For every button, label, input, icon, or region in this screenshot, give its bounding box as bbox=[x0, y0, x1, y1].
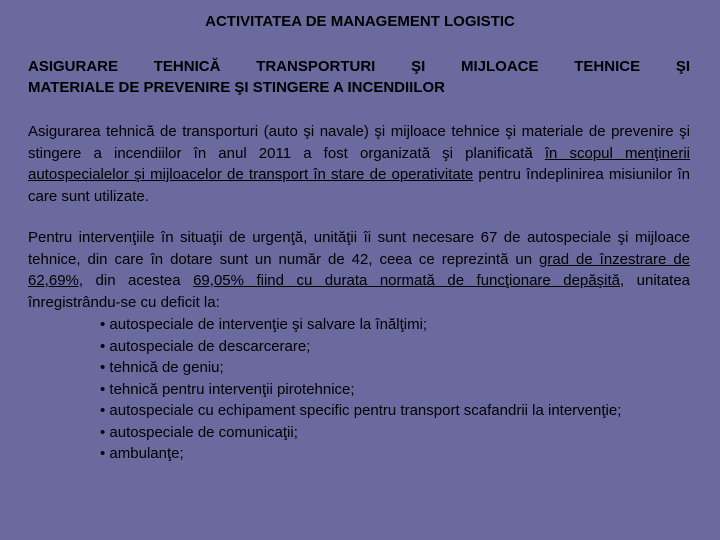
paragraph-2-underlined-1: grad de înzestrare de 62,69%, bbox=[28, 250, 691, 289]
slide-title: ACTIVITATEA DE MANAGEMENT LOGISTIC bbox=[205, 13, 515, 30]
paragraph-2-underlined-2: 69,05% fiind cu durata normată de funcţionare depăşită bbox=[193, 272, 620, 289]
section-heading bbox=[28, 56, 690, 98]
deficit-list bbox=[100, 314, 690, 465]
section-heading-line-1: ASIGURARE TEHNICĂ TRANSPORTURI ŞI MIJLOACE TEHNICE ŞI bbox=[28, 58, 690, 75]
paragraph-2-tail: , unitatea înregistrându-se cu deficit la: bbox=[28, 272, 691, 311]
list-item: • autospeciale de comunicaţii; bbox=[100, 423, 298, 441]
list-item: • autospeciale de descarcerare; bbox=[100, 337, 311, 355]
paragraph-1-text: Asigurarea tehnică de transporturi (auto şi navale) şi mijloace tehnice şi materiale de prevenire şi stingere a incendiilor în anul 2011 a fost organizată şi planificată bbox=[28, 123, 690, 162]
section-heading-line-2: MATERIALE DE PREVENIRE ŞI STINGERE A INCENDIILOR bbox=[28, 79, 445, 96]
paragraph-2-text: Pentru intervenţiile în situaţii de urgenţă, unităţii îi sunt necesare 67 de autospeciale şi mijloace tehnice, din care în dotare sunt un număr de 42, ceea ce reprezintă un bbox=[28, 229, 690, 268]
list-item: • autospeciale cu echipament specific pentru transport scafandrii la intervenţie; bbox=[100, 402, 622, 419]
paragraph-1-tail: pentru îndeplinirea misiunilor în care sunt utilizate. bbox=[28, 166, 690, 205]
paragraph-equipment-deficit bbox=[28, 227, 690, 313]
paragraph-1-underlined: în scopul menţinerii autospecialelor şi mijloacelor de transport în stare de operativitate bbox=[28, 144, 690, 183]
paragraph-2-middle: din acestea bbox=[83, 272, 194, 289]
list-item: • tehnică de geniu; bbox=[100, 359, 224, 376]
paragraph-transport-assurance bbox=[28, 121, 690, 207]
list-item: • autospeciale de intervenţie şi salvare la înălţimi; bbox=[100, 316, 428, 333]
list-item: • tehnică pentru intervenţii pirotehnice; bbox=[100, 380, 355, 398]
list-item: • ambulanţe; bbox=[100, 445, 184, 462]
